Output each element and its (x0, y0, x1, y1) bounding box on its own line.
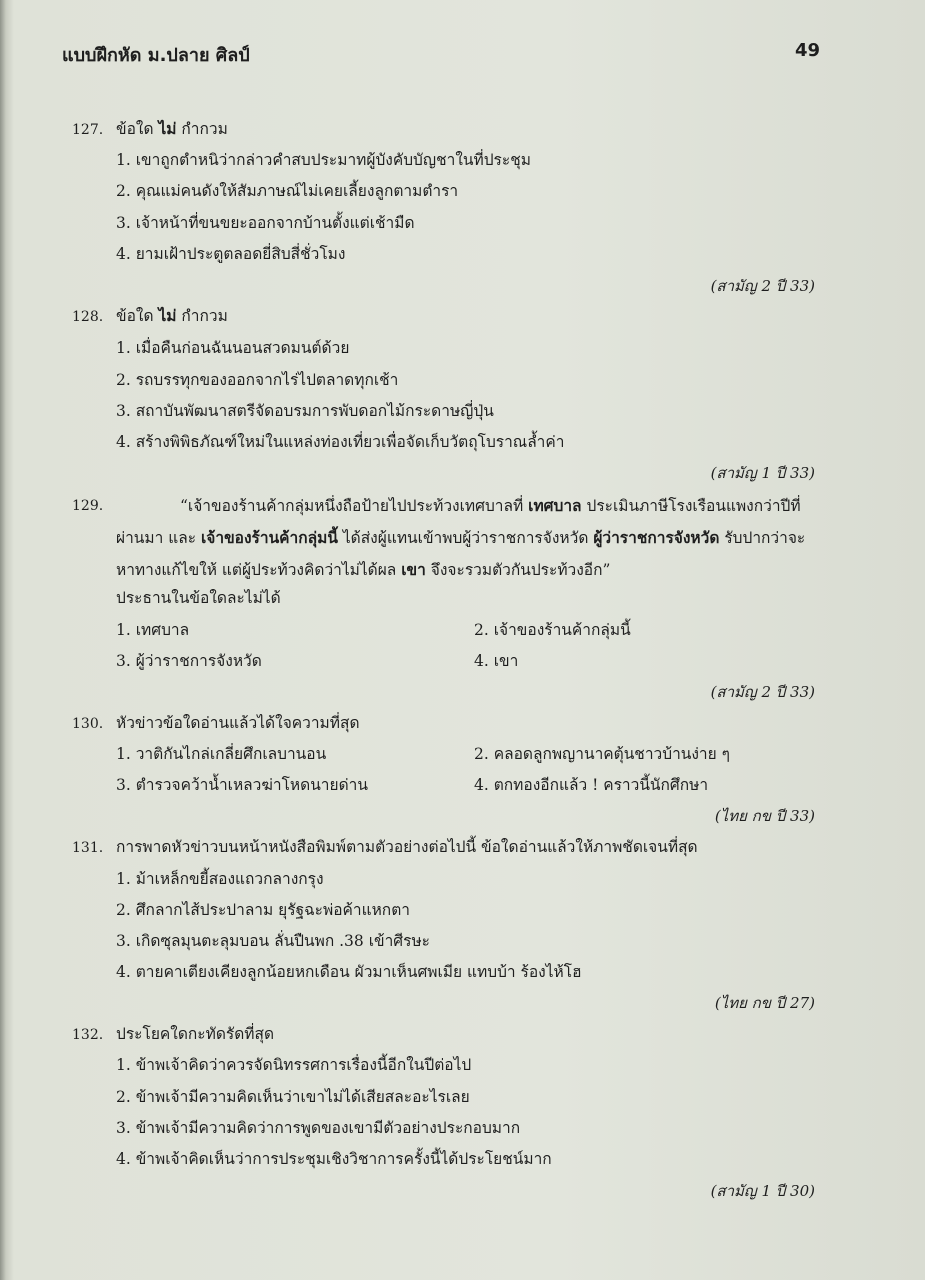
question-129-option-3: 3. ผู้ว่าราชการจังหวัด (116, 652, 262, 670)
question-132-stem: ประโยคใดกะทัดรัดที่สุด (116, 1025, 275, 1043)
question-132-source: (สามัญ 1 ปี 30) (710, 1182, 815, 1200)
question-129-passage: “เจ้าของร้านค้ากลุ่มหนึ่งถือป้ายไปประท้วงเทศบาลที่ เทศบาล ประเมินภาษีโรงเรือนแพงกว่าปีที่ผ่านมา และ เจ้าของร้านค้ากลุ่มนี้ ได้ส่งผู้แทนเข้าพบผู้ว่าราชการจังหวัด ผู้ว่าราชการจังหวัด รับปากว่าจะหาทางแก้ไขให้ แต่ผู้ประท้วงคิดว่าไม่ได้ผล เขา จึงจะรวมตัวกันประท้วงอีก” (116, 496, 806, 579)
page-number: 49 (795, 40, 821, 61)
question-130-option-4: 4. ตกทองอีกแล้ว ! คราวนี้นักศึกษา (474, 776, 709, 794)
question-131-option-1: 1. ม้าเหล็กขยี้สองแถวกลางกรุง (116, 870, 324, 888)
page-header-title: แบบฝึกหัด ม.ปลาย ศิลป์ (62, 45, 250, 66)
question-128-stem: ข้อใด ไม่ กำกวม (116, 306, 228, 325)
question-127-option-1: 1. เขาถูกตำหนิว่ากล่าวคำสบประมาทผู้บังคับบัญชาในที่ประชุม (116, 151, 531, 169)
question-130-option-3: 3. ตำรวจคว้าน้ำเหลวฆ่าโหดนายด่าน (116, 776, 368, 794)
question-128-source: (สามัญ 1 ปี 33) (710, 464, 815, 482)
question-129-number: 129. (72, 498, 104, 514)
question-132-option-2: 2. ข้าพเจ้ามีความคิดเห็นว่าเขาไม่ได้เสียสละอะไรเลย (116, 1088, 470, 1106)
question-130-source: (ไทย กข ปี 33) (714, 807, 815, 825)
question-129-option-4: 4. เขา (474, 652, 519, 670)
question-129-source: (สามัญ 2 ปี 33) (710, 683, 815, 701)
question-131-source: (ไทย กข ปี 27) (714, 994, 815, 1012)
question-130-option-1: 1. วาติกันไกล่เกลี่ยศึกเลบานอน (116, 745, 327, 763)
question-129-option-2: 2. เจ้าของร้านค้ากลุ่มนี้ (474, 621, 631, 639)
question-129-option-1: 1. เทศบาล (116, 621, 190, 639)
question-128-option-1: 1. เมื่อคืนก่อนฉันนอนสวดมนต์ด้วย (116, 339, 350, 357)
question-130-stem: หัวข่าวข้อใดอ่านแล้วได้ใจความที่สุด (116, 714, 360, 732)
question-132-option-3: 3. ข้าพเจ้ามีความคิดว่าการพูดของเขามีตัวอย่างประกอบมาก (116, 1119, 521, 1137)
question-131-option-2: 2. ศึกลากไส้ประปาลาม ยุรัฐฉะพ่อค้าแหกตา (116, 901, 410, 919)
question-127-option-3: 3. เจ้าหน้าที่ขนขยะออกจากบ้านตั้งแต่เช้ามืด (116, 214, 415, 232)
question-127-option-4: 4. ยามเฝ้าประตูตลอดยี่สิบสี่ชั่วโมง (116, 245, 346, 263)
question-130-number: 130. (72, 716, 104, 732)
question-128-number: 128. (72, 309, 104, 325)
question-127-number: 127. (72, 122, 104, 138)
question-127-source: (สามัญ 2 ปี 33) (710, 277, 815, 295)
question-131-stem: การพาดหัวข่าวบนหน้าหนังสือพิมพ์ตามตัวอย่างต่อไปนี้ ข้อใดอ่านแล้วให้ภาพชัดเจนที่สุด (116, 838, 698, 856)
question-130-option-2: 2. คลอดลูกพญานาคตุ้นชาวบ้านง่าย ๆ (474, 745, 730, 763)
question-131-option-3: 3. เกิดซุลมุนตะลุมบอน ลั่นปืนพก .38 เข้าศีรษะ (116, 932, 431, 950)
question-132-number: 132. (72, 1027, 104, 1043)
question-128-option-4: 4. สร้างพิพิธภัณฑ์ใหม่ในแหล่งท่องเที่ยวเพื่อจัดเก็บวัตถุโบราณล้ำค่า (116, 433, 565, 451)
question-129-question: ประธานในข้อใดละไม่ได้ (116, 589, 281, 607)
question-128-option-3: 3. สถาบันพัฒนาสตรีจัดอบรมการพับดอกไม้กระดาษญี่ปุ่น (116, 402, 494, 420)
question-132-option-4: 4. ข้าพเจ้าคิดเห็นว่าการประชุมเชิงวิชาการครั้งนี้ได้ประโยชน์มาก (116, 1150, 552, 1168)
question-127-stem: ข้อใด ไม่ กำกวม (116, 119, 228, 138)
question-127-option-2: 2. คุณแม่คนดังให้สัมภาษณ์ไม่เคยเลี้ยงลูกตามตำรา (116, 182, 459, 200)
question-132-option-1: 1. ข้าพเจ้าคิดว่าควรจัดนิทรรศการเรื่องนี้อีกในปีต่อไป (116, 1056, 472, 1074)
question-128-option-2: 2. รถบรรทุกของออกจากไร่ไปตลาดทุกเช้า (116, 371, 399, 389)
question-131-option-4: 4. ตายคาเตียงเคียงลูกน้อยหกเดือน ผัวมาเห็นศพเมีย แทบบ้า ร้องไห้โฮ (116, 963, 582, 981)
question-131-number: 131. (72, 840, 104, 856)
